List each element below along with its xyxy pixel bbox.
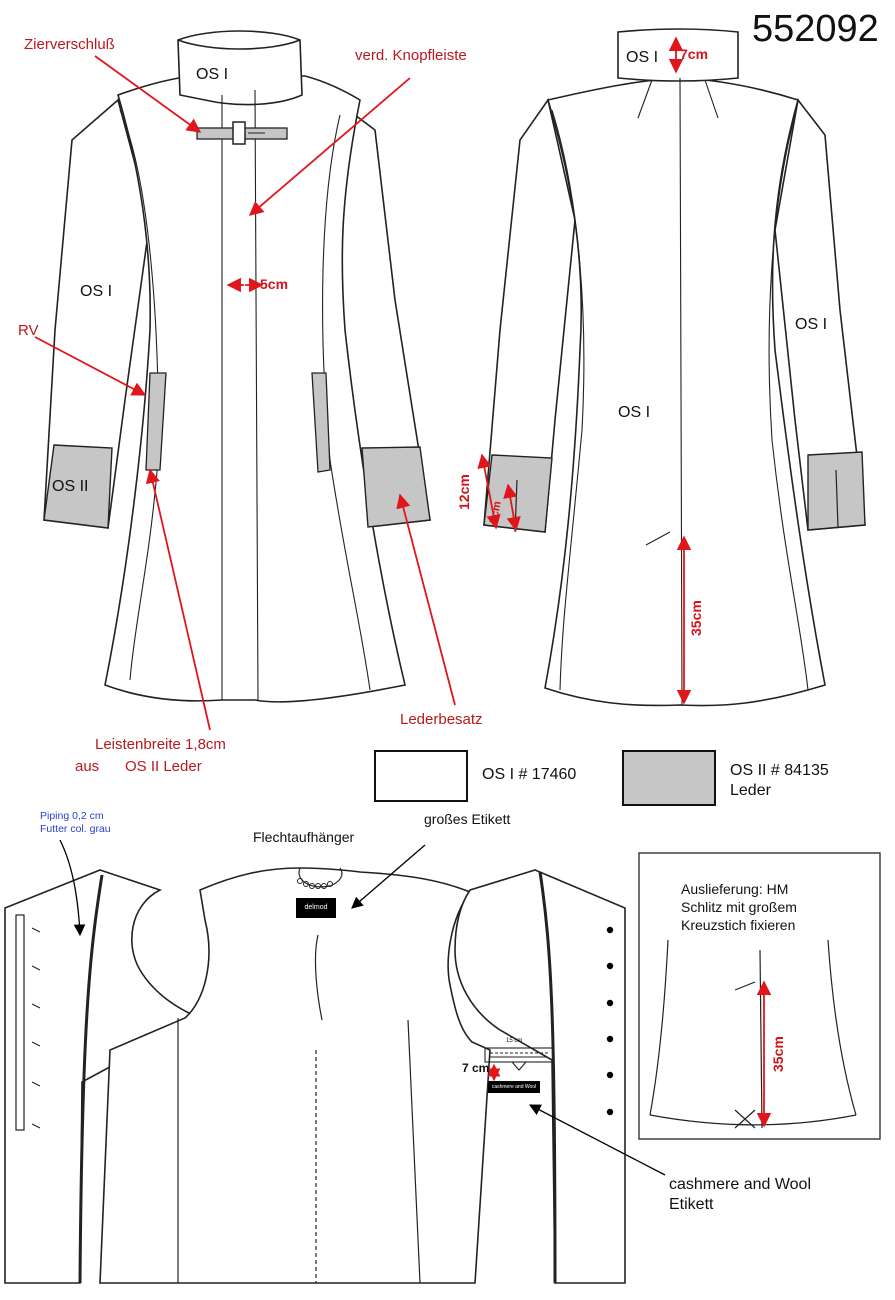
lining-back (100, 868, 490, 1283)
cashmere-tag: cashmere and Wool (488, 1081, 540, 1093)
measure-cuff: 12cm (456, 474, 472, 510)
callout-leistenbreite: Leistenbreite 1,8cm (95, 736, 226, 753)
callout-lederbesatz: Lederbesatz (400, 711, 483, 728)
detail-measure: 35cm (770, 1036, 786, 1072)
legend-swatch-os1 (374, 750, 468, 802)
legend-os1-code: OS I # 17460 (482, 766, 577, 783)
callout-os2-leder: OS II Leder (125, 758, 202, 775)
hanger-label: Flechtaufhänger (253, 829, 355, 845)
measure-vent: 35cm (688, 600, 704, 636)
callout-aus: aus (75, 758, 100, 775)
legend-os2-sub: Leder (730, 782, 771, 799)
back-sleeve-label: OS I (795, 316, 828, 333)
callout-knopfleiste: verd. Knopfleiste (355, 47, 467, 64)
back-coat (484, 29, 865, 706)
callout-rv: RV (18, 322, 39, 339)
piping-line-2: Futter col. grau (40, 823, 111, 835)
front-right-cuff (362, 447, 430, 527)
callout-zierverschluss: Zierverschluß (24, 36, 115, 53)
back-body-label: OS I (618, 404, 651, 421)
lining-view (5, 868, 625, 1283)
inner-pocket-welt (16, 915, 24, 1130)
detail-line-1: Auslieferung: HM (681, 881, 789, 897)
callout-wool-line-1: cashmere and Wool (669, 1176, 811, 1193)
measure-tag-width: 15 cm (506, 1038, 523, 1044)
front-cuff-label: OS II (52, 478, 89, 495)
detail-line-3: Kreuzstich fixieren (681, 917, 796, 933)
legend-os2-code: OS II # 84135 (730, 762, 829, 779)
big-label-callout: großes Etikett (424, 811, 511, 827)
style-number: 552092 (752, 8, 879, 50)
legend-swatch-os2 (622, 750, 716, 806)
front-collar-label: OS I (196, 66, 229, 83)
measure-collar: 7cm (680, 46, 709, 62)
measure-tag-drop: 7 cm (462, 1061, 490, 1075)
piping-line-1: Piping 0,2 cm (40, 810, 104, 822)
callout-wool-line-2: Etikett (669, 1196, 714, 1213)
detail-line-2: Schlitz mit großem (681, 899, 797, 915)
back-collar-label: OS I (626, 49, 659, 66)
brand-tag: delmod (296, 898, 336, 918)
measure-placket: 5cm (260, 276, 289, 292)
measure-cuff-slit: 7cm (488, 500, 504, 525)
front-sleeve-label: OS I (80, 283, 113, 300)
